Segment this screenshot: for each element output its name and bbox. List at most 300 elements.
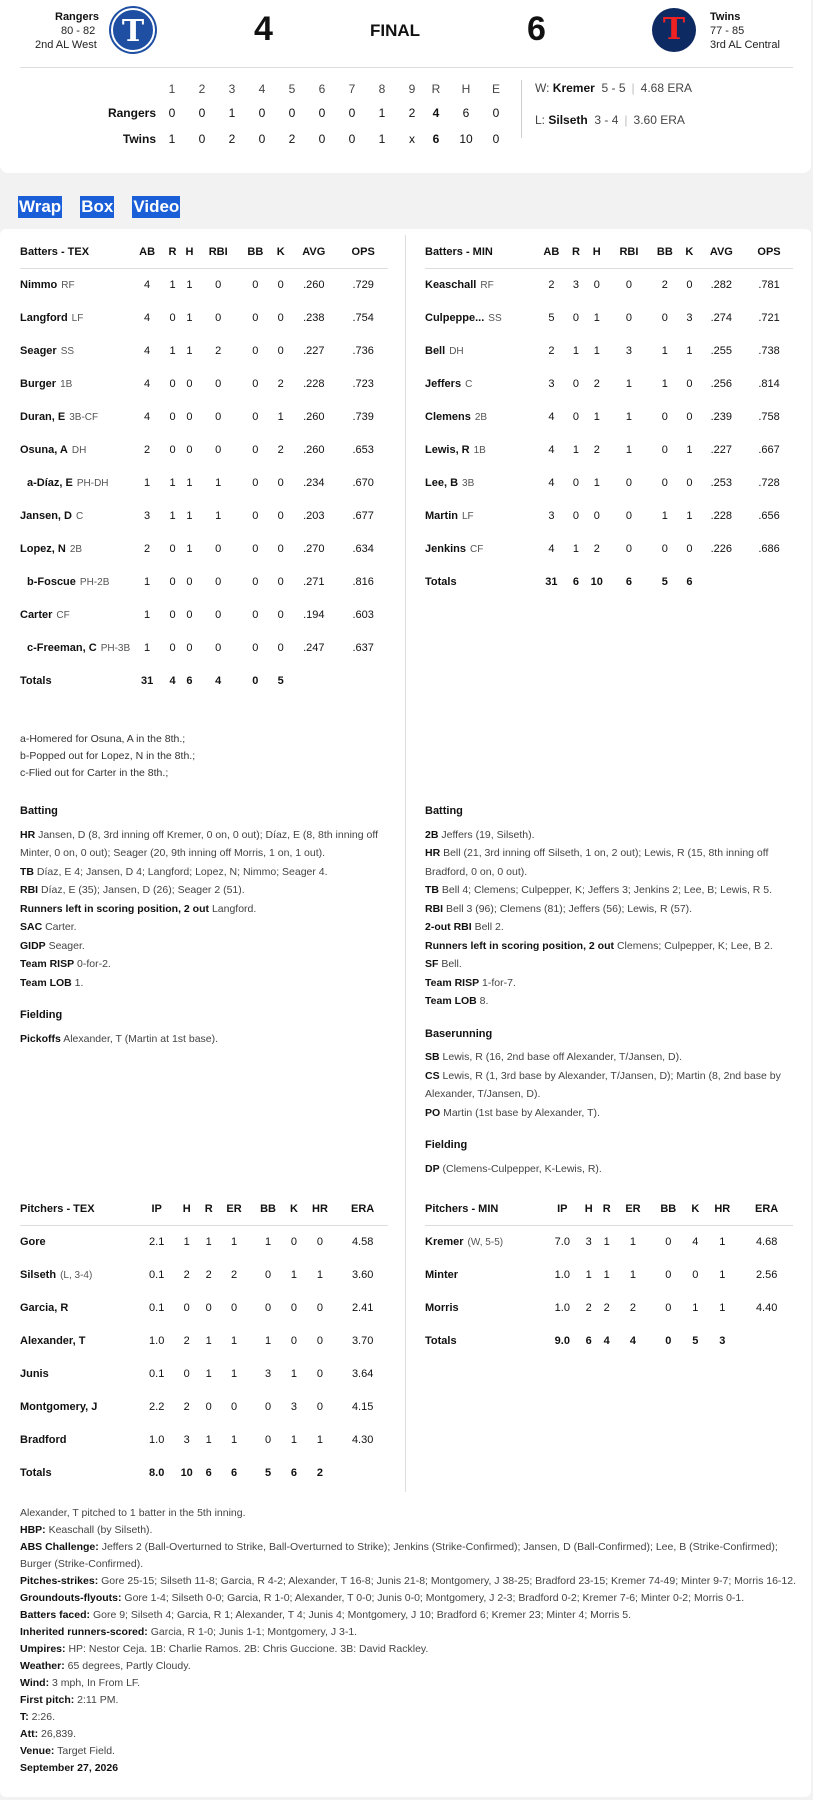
totals-row — [425, 565, 793, 598]
player-cell[interactable] — [425, 466, 535, 499]
player-cell[interactable] — [20, 400, 130, 433]
stat-cell: .754 — [352, 311, 374, 324]
footer-key: HBP: — [20, 1524, 46, 1536]
stat-cell: .677 — [352, 509, 374, 522]
stat-cell: .255 — [710, 344, 733, 357]
stat-cell: 1 — [205, 1334, 212, 1347]
stat-cell: 2.2 — [149, 1400, 165, 1413]
stat-cell: 0 — [215, 641, 222, 654]
table-row[interactable] — [20, 1390, 388, 1423]
stat-cell: 0 — [290, 1301, 298, 1314]
note-value: Jansen, D (8, 3rd inning off Kremer, 0 on, 0 out); Díaz, E (8, 8th inning off Minter, 0 on, 0 out); Seager (20, 9th inning off Morris, 1 on, 1 out). — [20, 828, 378, 859]
player-position: PH-2B — [79, 576, 110, 588]
stat-cell: 4.68 — [755, 1235, 778, 1248]
player-cell[interactable] — [425, 334, 535, 367]
stat-cell: 0 — [316, 1235, 324, 1248]
footer-intro: Alexander, T pitched to 1 batter in the 5th inning. — [20, 1507, 246, 1519]
player-cell[interactable] — [425, 532, 535, 565]
note-key: SAC — [20, 921, 43, 933]
rangers-logo-icon[interactable]: T — [111, 8, 155, 52]
stat-cell: 0 — [205, 1301, 212, 1314]
footer-key: First pitch: — [20, 1694, 75, 1706]
pitcher-name[interactable]: Morris — [425, 1301, 459, 1314]
stat-cell: 0 — [277, 509, 284, 522]
table-row[interactable] — [20, 301, 388, 334]
stat-cell: .653 — [352, 443, 374, 456]
table-row[interactable] — [425, 1258, 793, 1291]
stat-cell: 1.0 — [554, 1268, 570, 1281]
stat-cell: 0 — [625, 509, 632, 522]
totals-cell: 4 — [629, 1334, 637, 1347]
table-row[interactable] — [425, 400, 793, 433]
linescore-cell: 0 — [348, 132, 356, 146]
linescore-header: 7 — [348, 82, 356, 96]
column-header: OPS — [745, 236, 793, 268]
player-position: 1B — [473, 444, 486, 456]
stat-cell: 2 — [205, 1268, 212, 1281]
linescore-cell: 0 — [492, 106, 500, 120]
player-cell[interactable] — [20, 499, 130, 532]
player-name[interactable]: Keaschall — [425, 278, 477, 291]
player-name[interactable]: Lopez, N — [20, 542, 66, 555]
section-title: Batting — [425, 805, 463, 817]
stat-cell: 1 — [661, 509, 668, 522]
pitcher-name[interactable]: Bradford — [20, 1433, 67, 1446]
stat-cell: 0.1 — [149, 1367, 165, 1380]
note-value: Bell. — [441, 958, 462, 970]
pitcher-name[interactable]: Gore — [20, 1235, 46, 1248]
table-row[interactable] — [425, 1291, 793, 1324]
footer-value: 3 mph, In From LF. — [51, 1677, 141, 1689]
player-name[interactable]: Jeffers — [425, 377, 462, 390]
stat-cell: 0 — [252, 410, 259, 423]
table-row[interactable] — [20, 1291, 388, 1324]
player-cell[interactable] — [20, 631, 130, 664]
stat-cell: 3.64 — [351, 1367, 374, 1380]
player-name[interactable]: Clemens — [425, 410, 471, 423]
stat-cell: 0.1 — [149, 1268, 165, 1281]
table-row[interactable] — [425, 433, 793, 466]
player-cell[interactable] — [425, 301, 535, 334]
stat-cell: 0 — [252, 575, 259, 588]
stat-cell: 0 — [252, 311, 259, 324]
stat-cell: 0 — [252, 344, 259, 357]
stat-cell: 0 — [264, 1268, 272, 1281]
away-team-name: Rangers — [55, 11, 100, 23]
note-line — [20, 826, 390, 863]
footer-key: T: — [20, 1711, 29, 1723]
table-row[interactable] — [20, 268, 388, 301]
player-cell[interactable] — [425, 400, 535, 433]
losing-pitcher[interactable]: L: Silseth 3 - 4 | 3.60 ERA — [535, 113, 685, 127]
player-name[interactable]: Seager — [20, 344, 57, 357]
stat-cell: .227 — [303, 344, 325, 357]
player-name[interactable]: a-Díaz, E — [27, 476, 73, 489]
linescore-cell: 2 — [288, 132, 296, 146]
stat-cell: 0 — [572, 311, 579, 324]
table-row[interactable] — [425, 532, 793, 565]
stat-cell: 4 — [144, 278, 151, 291]
player-name[interactable]: Martin — [425, 509, 458, 522]
table-row[interactable] — [425, 268, 793, 301]
stat-cell: 1 — [144, 476, 151, 489]
pitcher-name[interactable]: Montgomery, J — [20, 1400, 98, 1413]
note-line — [425, 918, 795, 937]
totals-cell: 6 — [572, 575, 579, 588]
stat-cell: 1 — [625, 377, 632, 390]
stat-cell: 3 — [548, 377, 555, 390]
player-position: 3B — [462, 477, 475, 489]
stat-cell: 0 — [169, 443, 176, 456]
totals-cell: 8.0 — [149, 1466, 165, 1479]
section-title: Baserunning — [425, 1027, 493, 1040]
stat-cell: 1 — [603, 1268, 610, 1281]
stat-cell: .271 — [303, 575, 325, 588]
footer-value: 26,839. — [41, 1728, 77, 1740]
stat-cell: 0 — [277, 278, 284, 291]
player-cell[interactable] — [20, 466, 130, 499]
pitcher-cell[interactable] — [20, 1357, 140, 1390]
stat-cell: 1 — [625, 410, 632, 423]
player-name[interactable]: Langford — [20, 311, 68, 324]
stat-cell: .260 — [303, 443, 325, 456]
footer-line — [20, 1590, 800, 1607]
table-row[interactable] — [20, 433, 388, 466]
stat-cell: 4 — [144, 377, 151, 390]
linescore-header: H — [461, 82, 471, 96]
pitcher-name[interactable]: Junis — [20, 1367, 49, 1380]
footer-line — [20, 1573, 800, 1590]
table-row[interactable] — [20, 1258, 388, 1291]
player-name[interactable]: c-Freeman, C — [27, 641, 97, 654]
pitcher-name[interactable]: Minter — [425, 1268, 458, 1281]
column-header: OPS — [338, 236, 388, 268]
stat-cell: 0 — [661, 443, 668, 456]
table-row[interactable] — [20, 598, 388, 631]
column-header: R — [200, 1193, 217, 1225]
totals-cell: 3 — [719, 1334, 726, 1347]
table-row[interactable] — [20, 631, 388, 664]
table-row[interactable] — [20, 565, 388, 598]
pitcher-cell[interactable] — [20, 1225, 140, 1258]
stat-cell: 2 — [183, 1400, 190, 1413]
table-row[interactable] — [20, 1225, 388, 1258]
table-row[interactable] — [425, 301, 793, 334]
player-name[interactable]: Carter — [20, 608, 53, 621]
totals-cell: 4 — [169, 674, 176, 687]
table-row[interactable] — [20, 367, 388, 400]
column-header: ER — [616, 1193, 651, 1225]
linescore-cell: 2 — [228, 132, 236, 146]
player-cell[interactable] — [20, 268, 130, 301]
note-key: RBI — [20, 884, 39, 896]
totals-cell: 31 — [545, 575, 558, 588]
totals-cell: 6 — [186, 674, 193, 687]
stat-cell: .234 — [303, 476, 325, 489]
player-cell[interactable] — [20, 565, 130, 598]
stat-cell: 0 — [169, 410, 176, 423]
pitcher-name[interactable]: Silseth — [20, 1268, 57, 1281]
stat-cell: .686 — [758, 542, 780, 555]
stat-cell: 4 — [144, 311, 151, 324]
section-title: Batting — [20, 805, 58, 817]
totals-cell: Totals — [425, 1334, 457, 1347]
stat-cell: 0 — [169, 608, 176, 621]
tab-wrap[interactable]: Wrap — [19, 197, 62, 216]
pitcher-cell[interactable] — [20, 1258, 140, 1291]
player-cell[interactable] — [425, 367, 535, 400]
pitcher-cell[interactable] — [20, 1423, 140, 1456]
stat-cell: 0 — [215, 311, 222, 324]
note-line — [425, 992, 795, 1011]
note-key: Runners left in scoring position, 2 out — [425, 939, 615, 952]
column-header: H — [181, 236, 198, 268]
stat-cell: .194 — [303, 608, 325, 621]
linescore-cell: x — [409, 132, 415, 146]
stat-cell: 0 — [665, 1235, 672, 1248]
stat-cell: 2.56 — [755, 1268, 778, 1281]
stat-cell: 0 — [183, 1367, 190, 1380]
footer-value: HP: Nestor Ceja. 1B: Charlie Ramos. 2B: Chris Guccione. 3B: David Rackley. — [68, 1643, 429, 1655]
table-row[interactable] — [20, 1423, 388, 1456]
home-score: 6 — [527, 10, 546, 48]
footer-line — [20, 1624, 800, 1641]
stat-cell: 0 — [215, 542, 222, 555]
stat-cell: .226 — [710, 542, 733, 555]
linescore-header: 9 — [408, 82, 416, 96]
linescore-header: 2 — [198, 82, 206, 96]
stat-cell: .667 — [758, 443, 780, 456]
stat-cell: 0 — [252, 608, 259, 621]
stat-cell: 3 — [686, 311, 693, 324]
stat-cell: .603 — [352, 608, 374, 621]
totals-row — [20, 664, 388, 697]
note-key: RBI — [425, 902, 444, 915]
player-cell[interactable] — [425, 433, 535, 466]
note-line — [20, 918, 390, 937]
stat-cell: 1 — [572, 542, 579, 555]
column-header: Pitchers - TEX — [20, 1193, 140, 1225]
stat-cell: .239 — [710, 410, 733, 423]
player-name[interactable]: Duran, E — [20, 410, 66, 423]
stat-cell: 4.58 — [351, 1235, 374, 1248]
player-name[interactable]: Bell — [425, 344, 446, 357]
stat-cell: 0 — [215, 410, 222, 423]
stat-cell: .816 — [352, 575, 374, 588]
table-row[interactable] — [425, 1225, 793, 1258]
note-value: Bell 4; Clemens; Culpepper, K; Jeffers 3; Jenkins 2; Lee, B; Lewis, R 5. — [441, 884, 773, 896]
pitcher-cell[interactable] — [20, 1291, 140, 1324]
player-name[interactable]: Nimmo — [20, 278, 58, 291]
footer-key: Inherited runners-scored: — [20, 1626, 148, 1638]
stat-cell: 4 — [548, 443, 555, 456]
player-name[interactable]: Lee, B — [425, 476, 459, 489]
table-row[interactable] — [20, 1324, 388, 1357]
note-item: b-Popped out for Lopez, N in the 8th.; — [20, 750, 196, 762]
stat-cell: .723 — [352, 377, 374, 390]
note-key: GIDP — [20, 939, 46, 952]
away-score: 4 — [254, 10, 273, 48]
footer-value: 2:11 PM. — [77, 1694, 119, 1706]
totals-cell: 10 — [180, 1466, 193, 1479]
footer-line — [20, 1539, 800, 1573]
stat-cell: 0 — [277, 311, 284, 324]
player-cell[interactable] — [20, 334, 130, 367]
linescore-cell: 0 — [288, 106, 296, 120]
winning-pitcher[interactable]: W: Kremer 5 - 5 | 4.68 ERA — [535, 81, 693, 95]
stat-cell: 2.41 — [351, 1301, 374, 1314]
stat-cell: 5 — [548, 311, 555, 324]
pitcher-name[interactable]: Alexander, T — [20, 1334, 86, 1347]
note-key: TB — [425, 884, 439, 896]
table-row[interactable] — [425, 466, 793, 499]
pitcher-cell[interactable] — [425, 1258, 545, 1291]
note-value: Lewis, R (16, 2nd base off Alexander, T/Jansen, D). — [442, 1051, 683, 1063]
linescore-cell: 6 — [462, 106, 470, 120]
stat-cell: 3 — [548, 509, 555, 522]
note-line — [20, 974, 390, 993]
stat-cell: .656 — [758, 509, 780, 522]
table-row[interactable] — [20, 466, 388, 499]
stat-cell: 0 — [215, 608, 222, 621]
linescore-cell: 0 — [198, 132, 206, 146]
stat-cell: .253 — [710, 476, 733, 489]
stat-cell: .634 — [352, 542, 374, 555]
stat-cell: 1 — [186, 542, 193, 555]
stat-cell: 0 — [686, 410, 693, 423]
view-tabs — [18, 196, 198, 218]
player-name[interactable]: Jansen, D — [20, 509, 72, 522]
footer-key: Pitches-strikes: — [20, 1575, 99, 1587]
player-cell[interactable] — [20, 367, 130, 400]
note-line — [425, 1067, 795, 1104]
table-row[interactable] — [425, 367, 793, 400]
column-header: H — [580, 1193, 598, 1225]
linescore-team-name: Twins — [122, 132, 156, 146]
stat-cell: 0 — [686, 377, 693, 390]
pitcher-name[interactable]: Kremer — [425, 1235, 464, 1248]
stat-cell: 0 — [277, 542, 284, 555]
stat-cell: 1 — [230, 1235, 238, 1248]
stat-cell: 3 — [144, 509, 151, 522]
stat-cell: 0 — [625, 476, 632, 489]
home-team-record: 77 - 85 — [710, 25, 745, 37]
table-row[interactable] — [20, 532, 388, 565]
totals-cell: 9.0 — [554, 1334, 570, 1347]
home-team-standing: 3rd AL Central — [710, 39, 780, 51]
stat-cell: 0 — [186, 377, 193, 390]
table-row[interactable] — [425, 334, 793, 367]
column-header: IP — [140, 1193, 173, 1225]
stat-cell: .260 — [303, 410, 325, 423]
table-row[interactable] — [20, 1357, 388, 1390]
stat-cell: 1 — [603, 1235, 610, 1248]
footer-key: Batters faced: — [20, 1609, 91, 1621]
stat-cell: 1 — [719, 1235, 726, 1248]
stat-cell: 0 — [277, 476, 284, 489]
table-row[interactable] — [425, 499, 793, 532]
tab-box[interactable]: Box — [81, 197, 114, 216]
footer-line — [20, 1641, 800, 1658]
stat-cell: 0 — [277, 641, 284, 654]
totals-cell: 0 — [252, 674, 259, 687]
stat-cell: 4.40 — [755, 1301, 778, 1314]
linescore-cell: 0 — [258, 106, 266, 120]
pitcher-decision: (L, 3-4) — [60, 1269, 93, 1281]
footer-key: Weather: — [20, 1660, 65, 1672]
stat-cell: 0 — [686, 476, 693, 489]
player-name[interactable]: Culpeppe... — [425, 311, 485, 324]
player-name[interactable]: Jenkins — [425, 542, 466, 555]
section-title: Fielding — [425, 1139, 468, 1151]
note-value: 0-for-2. — [77, 958, 111, 970]
player-cell[interactable] — [20, 532, 130, 565]
note-key: PO — [425, 1106, 441, 1119]
stat-cell: 0 — [169, 641, 176, 654]
pitcher-cell[interactable] — [425, 1225, 545, 1258]
stat-cell: 0 — [572, 377, 579, 390]
stat-cell: 0 — [316, 1367, 324, 1380]
player-cell[interactable] — [20, 433, 130, 466]
pitcher-cell[interactable] — [425, 1291, 545, 1324]
table-row[interactable] — [20, 334, 388, 367]
column-header: K — [272, 236, 289, 268]
footer-value: Gore 9; Silseth 4; Garcia, R 1; Alexander, T 4; Junis 4; Montgomery, J 10; Bradford 6; Kremer 23; Minter 4; Morris 5. — [92, 1609, 632, 1621]
note-value: Seager. — [48, 939, 85, 952]
table-row[interactable] — [20, 499, 388, 532]
note-key: SB — [425, 1051, 440, 1063]
player-cell[interactable] — [425, 268, 535, 301]
player-name[interactable]: Osuna, A — [20, 443, 68, 456]
pitcher-cell[interactable] — [20, 1324, 140, 1357]
stat-cell: 3 — [625, 344, 632, 357]
stat-cell: 0 — [169, 311, 176, 324]
player-name[interactable]: Burger — [20, 377, 57, 390]
linescore-cell: 6 — [432, 132, 440, 146]
linescore-header: 4 — [258, 82, 266, 96]
stat-cell: 3 — [183, 1433, 190, 1446]
pitchers-table-min — [425, 1193, 793, 1357]
stat-cell: 2 — [144, 542, 151, 555]
footer-value: 2:26. — [31, 1711, 56, 1723]
tab-video[interactable]: Video — [133, 197, 180, 216]
twins-logo-icon[interactable]: T — [652, 8, 696, 52]
player-cell[interactable] — [20, 301, 130, 334]
player-name[interactable]: b-Foscue — [27, 575, 76, 588]
player-name[interactable]: Lewis, R — [425, 443, 470, 456]
pitcher-name[interactable]: Garcia, R — [20, 1301, 69, 1314]
pitcher-cell[interactable] — [20, 1390, 140, 1423]
footer-line — [20, 1522, 800, 1539]
linescore-divider — [521, 80, 522, 138]
linescore-header: 6 — [318, 82, 326, 96]
stat-cell: 3 — [290, 1400, 298, 1413]
stat-cell: 1 — [629, 1235, 637, 1248]
stat-cell: 0 — [169, 377, 176, 390]
stat-cell: 0 — [316, 1301, 324, 1314]
stat-cell: .814 — [758, 377, 780, 390]
stat-cell: 0 — [230, 1400, 238, 1413]
totals-cell: Totals — [425, 575, 457, 588]
player-cell[interactable] — [20, 598, 130, 631]
footer-value: Jeffers 2 (Ball-Overturned to Strike, Ball-Overturned to Strike); Jenkins (Strike-Confirmed); Jansen, D (Ball-Confirmed); Lee, B (Strike-Confirmed); Burger (Strike-Confirmed). — [20, 1541, 778, 1570]
table-row[interactable] — [20, 400, 388, 433]
note-key: Team RISP — [425, 976, 480, 989]
stat-cell: 4.30 — [351, 1433, 374, 1446]
stat-cell: 1 — [686, 443, 693, 456]
note-value: Clemens; Culpepper, K; Lee, B 2. — [616, 939, 773, 952]
player-cell[interactable] — [425, 499, 535, 532]
